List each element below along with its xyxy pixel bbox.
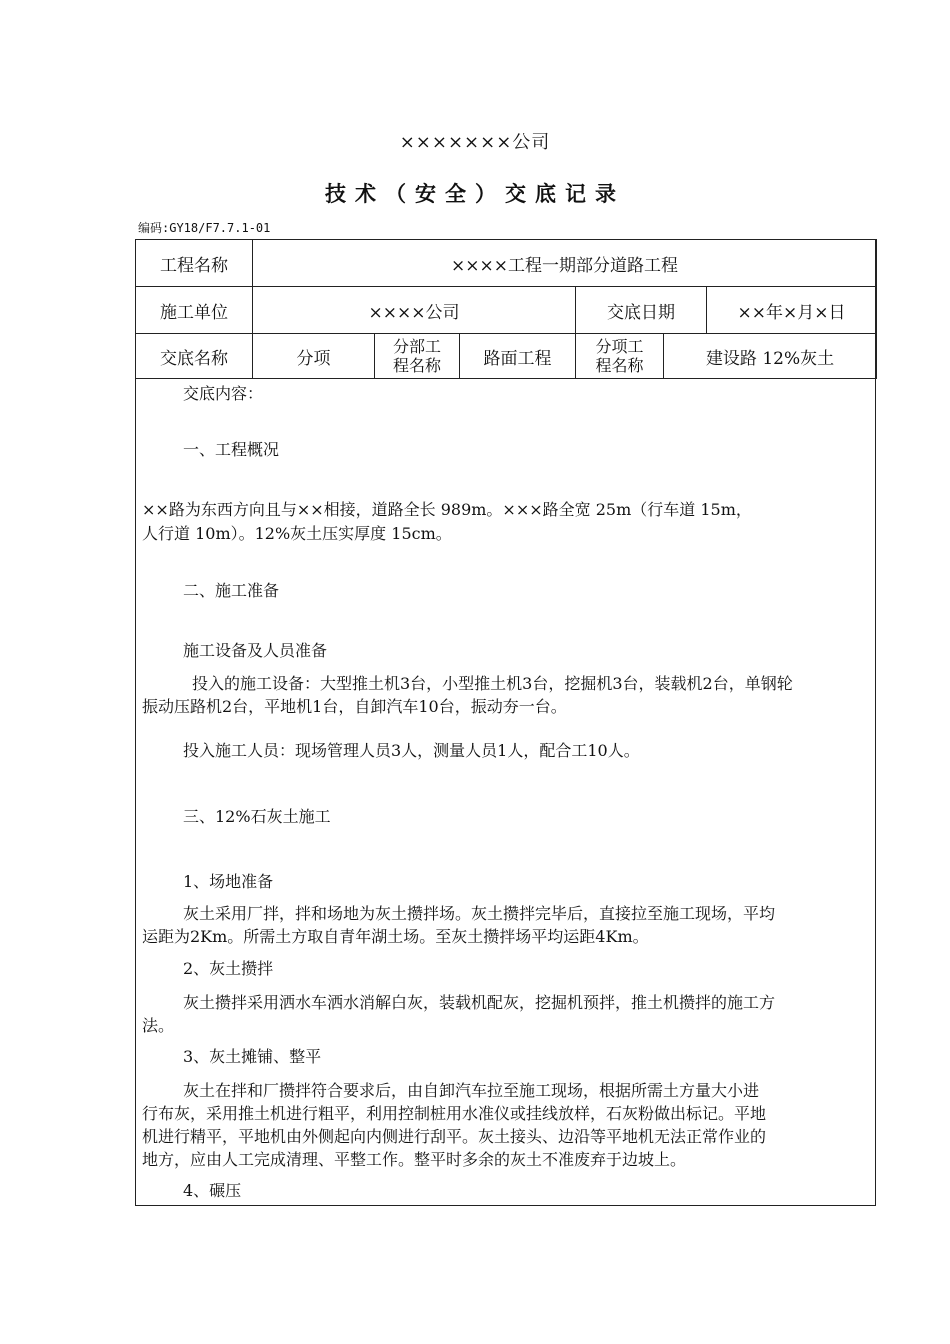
item-label-line2: 程名称 [595,356,644,375]
section-3-2-title: 2、灰土攒拌 [183,959,274,978]
item-label [576,334,664,379]
section-1-line-1: ××路为东西方向且与××相接，道路全长 989m。×××路全宽 25m（行车道 15m， [142,500,752,519]
briefing-date-value: ××年×月×日 [707,287,877,334]
section-3-1-line-2: 运距为2Km。所需土方取自青年湖土场。至灰土攒拌场平均运距4Km。 [142,927,649,946]
section-3-3-line-4: 地方，应由人工完成清理、平整工作。整平时多余的灰土不准废弃于边坡上。 [142,1150,687,1169]
section-3-2-line-1: 灰土攒拌采用洒水车洒水消解白灰，装载机配灰，挖掘机预拌，推土机攒拌的施工方 [183,993,776,1012]
briefing-name-label: 交底名称 [136,334,253,379]
section-3-2-line-2: 法。 [142,1016,175,1035]
section-3-3-line-3: 机进行精平，平地机由外侧起向内侧进行刮平。灰土接头、边沿等平地机无法正常作业的 [142,1127,767,1146]
section-3-1-title: 1、场地准备 [183,872,274,891]
project-name-label: 工程名称 [136,240,253,287]
section-2-line-2: 振动压路机2台，平地机1台，自卸汽车10台，振动夯一台。 [142,697,567,716]
subdivision-label [375,334,460,379]
section-2-personnel: 投入施工人员：现场管理人员3人，测量人员1人，配合工10人。 [183,741,640,760]
section-1-title: 一、工程概况 [183,440,280,459]
section-3-title: 三、12%石灰土施工 [183,807,331,826]
section-2-title: 二、施工准备 [183,581,280,600]
section-3-3-title: 3、灰土摊铺、整平 [183,1047,322,1066]
section-2-subtitle: 施工设备及人员准备 [183,641,328,660]
section-1-line-2: 人行道 10m）。12%灰土压实厚度 15cm。 [142,524,452,543]
subdivision-value: 路面工程 [460,334,576,379]
project-name-value: ××××工程一期部分道路工程 [253,240,877,287]
subdivision-label-line1: 分部工 [392,337,441,356]
construction-unit-label: 施工单位 [136,287,253,334]
content-intro: 交底内容： [183,384,264,403]
construction-unit-value: ××××公司 [253,287,576,334]
item-label-line1: 分项工 [595,337,644,356]
item-value: 建设路 12%灰土 [664,334,877,379]
section-3-4-title: 4、碾压 [183,1181,242,1200]
briefing-date-label: 交底日期 [576,287,707,334]
header-table [135,239,877,379]
document-title: 技术（安全）交底记录 [325,181,625,206]
briefing-name-value: 分项 [253,334,375,379]
section-2-line-1: 投入的施工设备：大型推土机3台，小型推土机3台，挖掘机3台，装载机2台，单钢轮 [192,674,793,693]
section-3-1-line-1: 灰土采用厂拌，拌和场地为灰土攒拌场。灰土攒拌完毕后，直接拉至施工现场，平均 [183,904,776,923]
document-code: 编码:GY18/F7.7.1-01 [138,221,271,235]
subdivision-label-line2: 程名称 [392,356,441,375]
company-name: ×××××××公司 [399,132,551,153]
table-row [136,287,877,334]
table-row [136,334,877,379]
section-3-3-line-2: 行布灰，采用推土机进行粗平，利用控制桩用水准仪或挂线放样，石灰粉做出标记。平地 [142,1104,767,1123]
table-row [136,240,877,287]
section-3-3-line-1: 灰土在拌和厂攒拌符合要求后，由自卸汽车拉至施工现场，根据所需土方量大小进 [183,1081,760,1100]
